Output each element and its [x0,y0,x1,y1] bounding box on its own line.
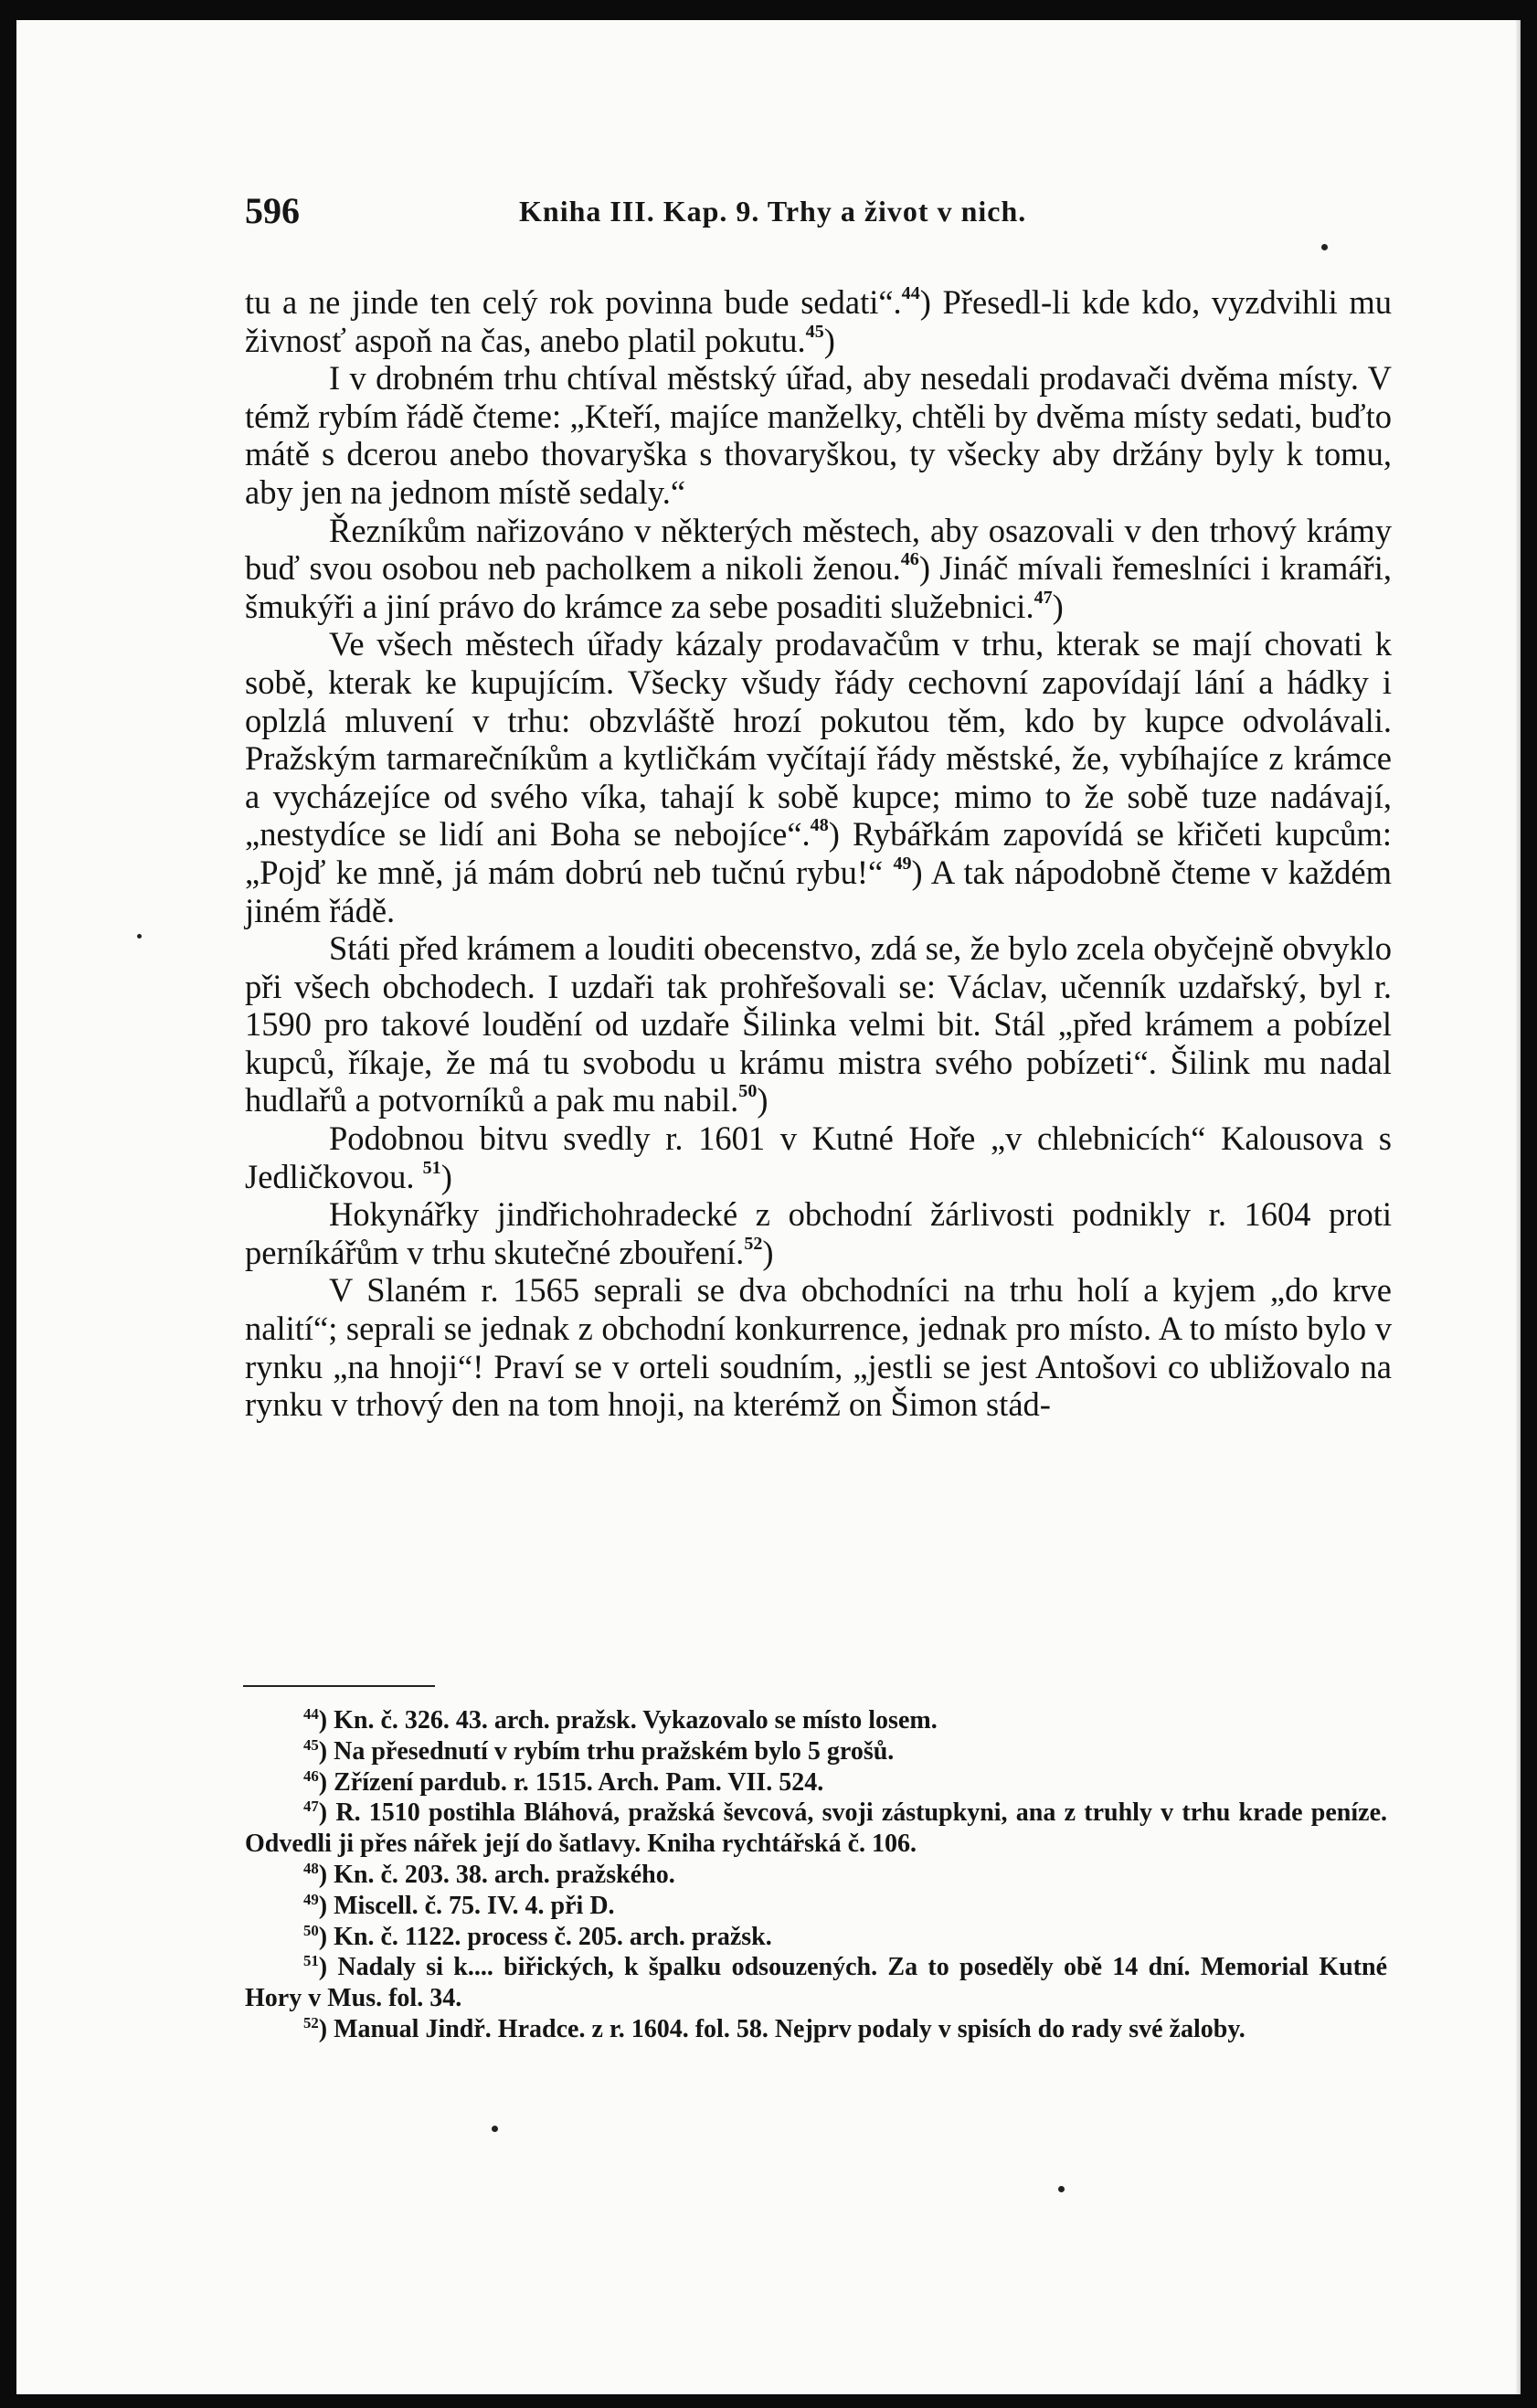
print-speck [492,2126,498,2132]
paragraph-text: Řezníkům nařizováno v některých městech, aby osazovali v den trhový krámy buď svou osobou neb pacholkem a nikoli ženou. [245,511,1392,588]
paragraph-text: V Slaném r. 1565 seprali se dva obchodníci na trhu holí a kyjem „do krve nalití“; seprali se jednak z obchodní konkurrence, jednak pro místo. A to místo bylo v rynku „na hnoji“! Praví se v orteli soudním, „jestli se jest Antošovi co ubližovalo na rynku v trhový den na tom hnoji, na kterémž on Šimon stád- [245,1271,1392,1424]
footnotes [245,1705,1387,2045]
running-head: Kniha III. Kap. 9. Trhy a život v nich. [519,195,1027,228]
footnote-text: ) Nadaly si k.... biřických, k špalku odsouzených. Za to poseděly obě 14 dní. Memorial Kutné Hory v Mus. fol. 34. [245,1953,1387,2013]
paragraph-text: tu a ne jinde ten celý rok povinna bude sedati“. [245,283,902,321]
footnote [245,1922,1387,1953]
footnote-number: 44 [303,1704,319,1723]
main-text [245,283,1392,1424]
paragraph-text: ) [757,1081,768,1119]
footnote-text: ) Kn. č. 326. 43. arch. pražsk. Vykazovalo se místo losem. [318,1706,938,1734]
footnote [245,1767,1387,1798]
print-speck [1321,244,1328,250]
footnote-reference: 46 [900,549,919,570]
footnote-number: 50 [303,1921,319,1939]
page-header [245,188,1387,234]
footnote-reference: 50 [738,1081,758,1102]
paragraph [245,1119,1392,1195]
paragraph-text: ) Rybářkám zapovídá se křičeti kupcům: „Pojď ke mně, já mám dobrú neb tučnú rybu!“ [245,815,1393,891]
paragraph-text: ) [823,321,835,359]
footnote-text: ) R. 1510 postihla Bláhová, pražská ševcová, svoji zástupkyni, ana z truhly v trhu krade peníze. Odvedli ji přes nářek její do šatlavy. Kniha rychtářská č. 106. [245,1798,1387,1859]
paragraph-text: ) Přesedl-li kde kdo, vyzdvihli mu živnosť aspoň na čas, anebo platil pokutu. [245,283,1392,359]
footnote [245,1705,1387,1736]
footnote-text: ) Zřízení pardub. r. 1515. Arch. Pam. VII. 524. [318,1767,824,1797]
paragraph [245,1195,1392,1271]
paragraph-text: Státi před krámem a louditi obecenstvo, zdá se, že bylo zcela obyčejně obvyklo při všech obchodech. I uzdaři tak prohřešovali se: Václav, učenník uzdařský, byl r. 1590 pro takové loudění od uzdaře Šilinka velmi bit. Stál „před krámem a pobízel kupců, říkaje, že má tu svobodu u krámu mistra svého pobízeti“. Šilink mu nadal hudlařů a potvorníků a pak mu nabil. [245,929,1392,1119]
paragraph [245,283,1392,359]
paragraph-text: Podobnou bitvu svedly r. 1601 v Kutné Hoře „v chlebnicích“ Kalousova s Jedličkovou. [245,1119,1392,1195]
paragraph-text: ) [440,1157,452,1195]
footnote-text: ) Kn. č. 203. 38. arch. pražského. [318,1860,675,1889]
footnote-number: 49 [303,1890,319,1908]
paragraph-text: ) A tak nápodobně čteme v každém jiném řádě. [245,853,1392,929]
footnote [245,2014,1387,2045]
footnote-number: 48 [303,1859,319,1877]
paragraph [245,625,1392,929]
footnote [245,1952,1387,2014]
footnote-number: 45 [303,1735,319,1754]
paragraph [245,929,1392,1119]
paragraph [245,359,1392,511]
footnote-text: ) Manual Jindř. Hradce. z r. 1604. fol. 58. Nejprv podaly v spisích do rady své žaloby. [318,2014,1246,2043]
footnote [245,1860,1387,1891]
footnote-reference: 51 [422,1157,441,1178]
paragraph-text: Hokynářky jindřichohradecké z obchodní žárlivosti podnikly r. 1604 proti perníkářům v trhu skutečné zbouření. [245,1195,1392,1271]
footnote [245,1798,1387,1860]
page-number: 596 [245,190,300,231]
footnote [245,1891,1387,1922]
footnote-reference: 49 [893,853,912,874]
paragraph [245,1271,1392,1423]
paragraph-text: I v drobném trhu chtíval městský úřad, aby nesedali prodavači dvěma místy. V témž rybím řádě čteme: „Kteří, majíce manželky, chtěli by dvěma místy sedati, buďto mátě s dcerou anebo thovaryška s thovaryškou, ty všecky aby držány byly k tomu, aby jen na jednom místě sedaly.“ [245,359,1392,511]
paragraph-text: Ve všech městech úřady kázaly prodavačům v trhu, kterak se mají chovati k sobě, kterak ke kupujícím. Všecky všudy řády cechovní zapovídají lání a hádky i oplzlá mluvení v trhu: obzvláště hrozí pokutou těm, kdo by kupce odvolávali. Pražským tarmarečníkům a kytličkám vyčítají řády městské, že, vybíhajíce z krámce a vycházejíce od svého víka, tahají k sobě kupce; mimo to že sobě tuze nadávají, „nestydíce se lidí ani Boha se nebojíce“. [245,625,1392,854]
footnote-reference: 45 [805,321,824,342]
page-edge-shadow [1515,20,1521,2394]
paragraph-text: ) [762,1233,774,1271]
paragraph [245,512,1392,626]
book-page [16,20,1521,2394]
paragraph-text: ) Jináč mívali řemeslníci i kramáři, šmukýři a jiní právo do krámce za sebe posaditi služebnici. [245,549,1392,625]
footnote-reference: 47 [1034,587,1053,608]
footnote-reference: 44 [901,282,920,303]
footnote-text: ) Kn. č. 1122. process č. 205. arch. pražsk. [318,1922,772,1951]
footnote-text: ) Miscell. č. 75. IV. 4. při D. [318,1891,615,1920]
footnote-number: 51 [303,1952,319,1970]
print-speck [137,934,142,939]
print-speck [1058,2186,1065,2192]
footnote [245,1736,1387,1767]
footnote-reference: 48 [810,815,829,836]
footnote-reference: 52 [744,1233,763,1254]
footnote-number: 46 [303,1766,319,1785]
footnote-number: 47 [303,1798,319,1816]
footnote-text: ) Na přesednutí v rybím trhu pražském bylo 5 grošů. [318,1736,895,1766]
paragraph-text: ) [1052,587,1064,625]
footnote-separator [243,1685,435,1687]
footnote-number: 52 [303,2013,319,2031]
